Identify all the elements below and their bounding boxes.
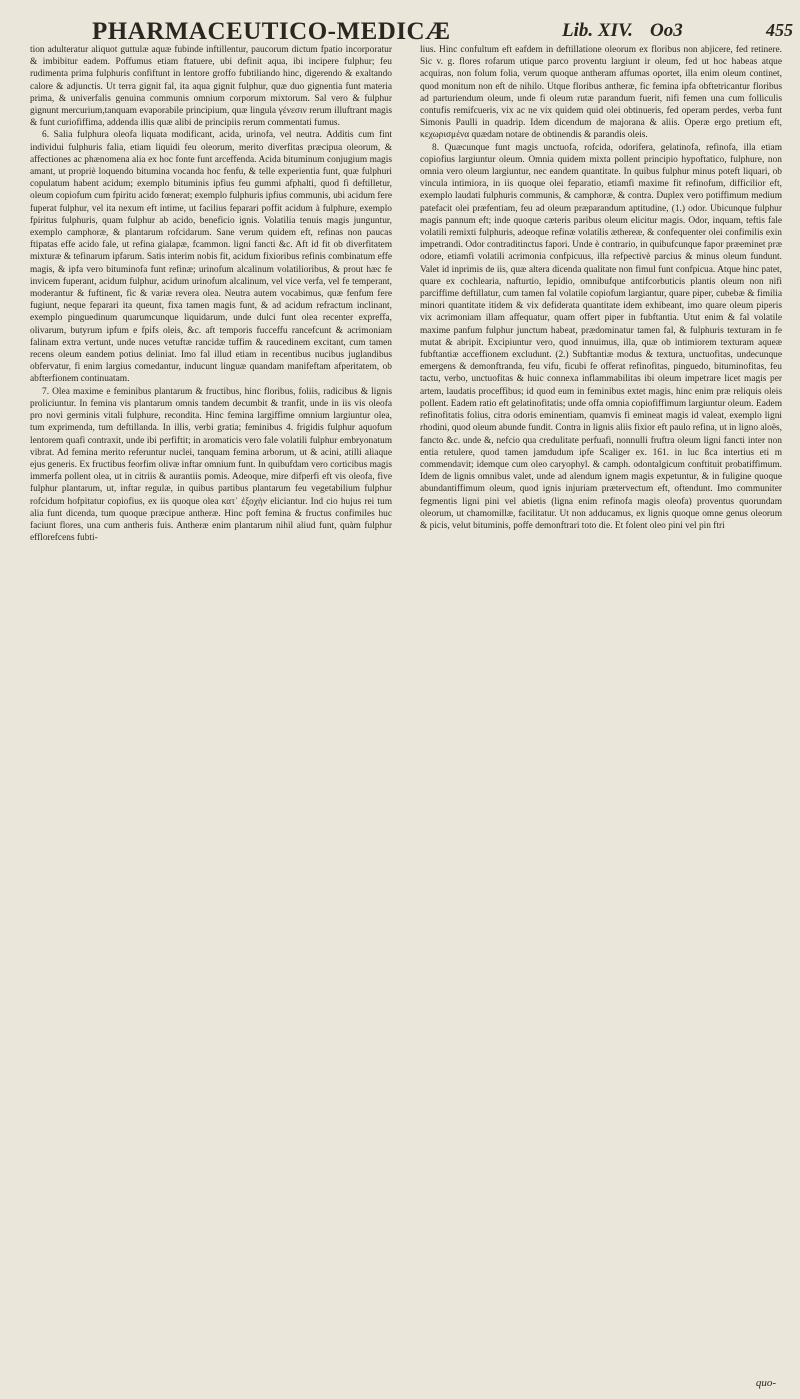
page-number: 455 [766, 20, 793, 40]
paragraph: 6. Salia fulphura oleofa liquata modificant, acida, urinofa, vel neutra. Additis cum fint individui fulphuris falia, etiam liquidi feu oleorum, merito diverfitas præcipua oleorum, & affectiones ac phænomena alia ex hoc fonte funt arceffenda. Acida bituminum conjugium magis amant, ut propriè loquendo bitumina vocanda hoc fenfu, & telle experientia funt, quæ fulphuri copulatum habent acidum; exemplo bituminis ipfius feu gummi afphalti, quod fi deftilletur, oleum copiofum cum fpiritu acido fœnerat; exemplo fulphuris ipfius communis, ubi acidum fere fuperat fulphur, vel ita nexum eft intime, ut facilius feparari poffit acidum à fulphure, exemplo fpiritus fulphuris, quam fulphur ab acido, beneficio ignis. Volatilia tenuis magis junguntur, exemplo camphoræ, & plantarum rofcidarum. Sane verum quidem eft, refinas non paucas ftipatas effe acido fale, ut refina gialapæ, fcammon. ligni fancti &c. Aft id fit ob diverfitatem mixturæ & tefinarum ipfarum. Satis interim nobis fit, acidum fixioribus refinis combinatum effe magis, & ipfa vero bituminofa funt refinæ; urinofum alcalinum volatilioribus, & prout hæc fe invicem fuperant, acidum fulphur, acidum urinofum alcalinum, vel vice verfa, vel fe temperant, moderantur & fuftinent, fic & variæ revera olea. Neutra autem vocabimus, quæ fenfum fere fugiunt, neque feparari ita queunt, fixa tamen magis funt, & ad acidum refractum inclinant, exemplo pinguedinum quarumcunque liquidarum, unde dulci funt olea recenter expreffa, olivarum, butyrum ipfum e fpifs oleis, &c. aft temporis fucceffu rancefcunt & acrimoniam falinam extra vertunt, unde nuces vetuftæ rancidæ tuffim & raucedinem excitant, cum tamen recens oleum eandem potius deliniat. Imo fal illud etiam in recentibus nucibus juglandibus obfervatur, fi enim largius comedantur, inducunt linguæ quandam manifeftam afperitatem, ob abfterfionem continuatam. [30, 130, 392, 385]
signature-mark: Oo3 [650, 20, 683, 41]
running-head [30, 10, 793, 45]
left-column [30, 44, 392, 1389]
paragraph: 7. Olea maxime e feminibus plantarum & fructibus, hinc floribus, foliis, radicibus & lignis proliciuntur. In femina vis plantarum omnis tandem decumbit & tranfit, unde in iis vis oleofa pro novi germinis vitali fulphure, recondita. Hinc femina largiffime omnium largiuntur olea, tum exprimenda, tum deftillanda. In illis, verbi gratia; feminibus 4. frigidis fulphur aquofum lentorem quafi contraxit, unde ibi perfiftit; in aromaticis vero fale volatili fulphur embryonatum vibrat. Ad femina merito referuntur nuclei, tanquam femina arborum, ut & acini, atilli aliaque ejus generis. Ex fructibus feorfim olivæ inftar omnium funt. In quibufdam vero corticibus magis immerfa pollent olea, ut in citriis & aurantiis pomis. Adeoque, mire difperfi eft vis oleofa, five fulphur plantarum, ut, inftar regulæ, in quibus partibus plantarum feu vegetabilium fulphur rofcidum hofpitatur copiofius, ex iis quoque olea κατ᾽ ἐξοχὴν eliciantur. Ind cio hujus rei tum alia funt dicenda, tum quoque præcipue antheræ. Hinc poft femina & fructus confimiles huc faciunt flores, una cum antheris fuis. Antheræ enim plantarum nihil aliud funt, quàm fulphur efflorefcens fubti- [30, 386, 392, 544]
paragraph: tion adulteratur aliquot guttulæ aquæ fubinde inftillentur, paucorum dictum fpatio incorporatur & imbibitur eadem. Poffumus etiam ftatuere, ubi definit aqua, ibi incipere fulphur; feu rudimenta prima fulphuris confiftunt in lentore groffo fubtiliando hinc, digerendo & exaltando calore & adjunctis. Ut terra gignit fal, ita aqua gignit fulphur, quæ duo gignentia funt materia prima, & univerfalis genuina communis omnium corporum mixtorum. Sal vero & fulphur gignunt mercurium,tanquam evaporabile principium, quæ lingula γένεσιν rerum illuftrant magis & funt curiofiffima, addenda illis quæ alibi de principiis rerum commentati fumus. [30, 45, 392, 129]
text-columns [30, 44, 782, 1389]
paragraph: lius. Hinc confultum eft eafdem in deftillatione oleorum ex floribus non abjicere, fed retinere. Sic v. g. flores rofarum utique parco proventu largiunt ir oleum, fed ut hoc habeas atque acquiras, non folum folia, verum quoque antheram affumas oportet, illa enim oleum continet, quod monitum non eft de nihilo. Utque floribus antheræ, fic femina ipfa obftetricantur floribus ad parturiendum oleum, unde fi oleum rutæ parandum fuerit, nifi femen una cum folliculis contufis remifcueris, vix ac ne vix quidem quid olei obtinueris, fed operam perdes, verba funt Simonis Paulli in quadrip. Idem dicendum de majorana & aliis. Operæ ergo pretium eft, κεχωρισμένα quædam notare de obtinendis & parandis oleis. [420, 45, 782, 141]
right-column [420, 44, 782, 1389]
paragraph: 8. Quæcunque funt magis unctuofa, rofcida, odorifera, gelatinofa, refinofa, illa etiam copiofius largiuntur oleum. Omnia quidem mixta pollent principio hypoftatico, fulphure, non omnia vero oleum largiuntur, nec eandem quantitate. In quibus fulphur minus poteft liquari, ob vincula intimiora, in iis quoque olei feparatio, etiamfi maxime fit refinofum, difficilior eft, exemplo laudati fulphuris communis, & camphoræ, & contra. Duplex vero potiffimum medium patefacit olei præfentiam, feu ad oleum præparandum aptitudine, (1.) odor. Ubicunque fulphur magis pannum eft; inde quoque cæteris paribus oleum elicitur magis. Odor, inquam, teftis fale volatili remixti fulphuris, adeoque refinæ volatilis æthereæ, & confequenter olei confimilis exin impetrandi. Odor contraditinctus fapori. Unde è contrario, in quibufcunque fapor præeminet præ odore, etiamfi volatili acrimonia confpicuus, illa refpectivè parcius & minus oleum fundunt. Valet id inprimis de iis, quæ altera dicenda qualitate non fimul funt confpicua. Atque hinc patet, quare ex cochlearia, nafturtio, lepidio, omnibufque antifcorbuticis plantis oleum non nifi parciffime deftillatur, cum tamen fal volatile copiofum largiantur, quare piper, cubebæ & fimilia minori quantitate itidem & vix defiderata quantitate idem exhibeant, imo quare oleum piperis vix acrimoniam illam affequatur, quam offert piper in fubftantia. Utut enim & fal volatile maxime panfum fulphur junctum habeat, prædominatur tamen fal, & fulphuris texturam in fe mutat & abripit. Excipiuntur vero, quod innuimus, illa, quæ ob intimiorem texturam aqueæ fubftantiæ acceffionem excludunt. (2.) Subftantiæ modus & textura, unctuofitas, undecunque emergens & demonftranda, feu vifu, ficubi fe offerat refinofitas, pinguedo, bituminofitas, feu tactu, verbo, unctuofitas & huic connexa inflammabilitas ibi oleum impetrare licet magis per artem, laudatis proceffibus; id quod eum in feminibus extet magis, hinc enim præ reliquis oleis pollent. Eadem ratio eft gelatinofitatis; unde offa omnia copiofiffimum largiuntur oleum. Eadem refinofitatis folius, citra odoris eminentiam, quamvis fi emineat magis id valeat, exemplo ligni rhodini, quod oleum abunde fundit. Contra in lignis aliis fixior eft paulo refina, ut in ligno aloës, fancto &c. unde &, nefcio qua credulitate perfuafi, nonnulli fruftra oleum ligni fancti inter non entia retulere, quod tamen jamdudum ipfe Scaliger ex. 161. in luc ßca intertius eti m commendavit; idemque cum oleo caryophyl. & camph. odontalgicum conftituit probatiffimum. Idem de lignis omnibus valet, unde ad alendum ignem magis expetuntur, & in fuligine quoque abundantiffimum oleum, quod ignis injuriam prætervectum eft, oftendunt. Imo communiter fegmentis ligni pini vel abietis (ligna enim refinofa magis oleofa) proventus quorundam oleorum, ut chamomillæ, facilitatur. Ut non adducamus, ex lignis quoque omne genus oleorum & picis, velut bituminis, poffe demonftrari toto die. Et folent oleo pini vel pin ftri [420, 142, 782, 531]
book-number: Lib. XIV. [562, 20, 633, 41]
running-title: PHARMACEUTICO-MEDICÆ [92, 18, 451, 45]
catchword: quo- [755, 1377, 776, 1389]
